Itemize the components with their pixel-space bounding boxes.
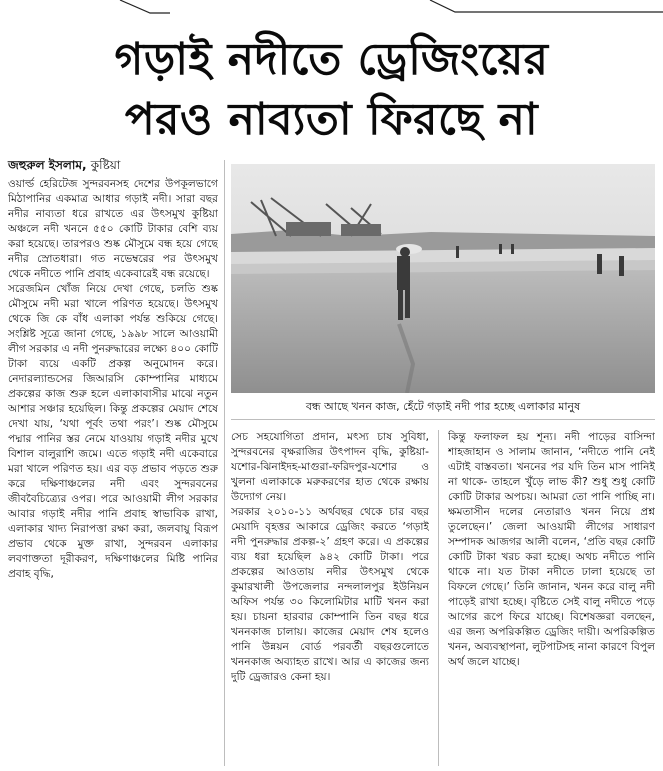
news-photo — [231, 164, 655, 393]
byline-name: জহুরুল ইসলাম, — [8, 158, 87, 172]
page-top-frame — [0, 0, 663, 14]
article-column-1 — [8, 177, 218, 767]
column-divider — [438, 430, 439, 766]
photo-caption: বন্ধ আছে খনন কাজ, হেঁটে গড়াই নদী পার হচ্ছে এলাকার মানুষ — [231, 398, 655, 420]
column-divider — [224, 160, 225, 766]
paragraph: সেচ সহযোগিতা প্রদান, মৎস্য চাষ সুবিধা, সুন্দরবনের বৃক্ষরাজির উৎপাদন বৃদ্ধি, কুষ্টিয়া-যশোর-ঝিনাইদহ-মাগুরা-ফরিদপুর-যশোর ও খুলনা এলাকাকে মরুকরণের হাত থেকে রক্ষায় উদ্যোগ নেয়। — [231, 431, 429, 503]
article-column-2 — [231, 430, 429, 766]
paragraph: সরেজমিন খোঁজ নিয়ে দেখা গেছে, চলতি শুষ্ক মৌসুমে নদী মরা খালে পরিণত হয়েছে। উৎসমুখ থেকে জি কে বাঁধ এলাকা পর্যন্ত শুকিয়ে গেছে। সংশ্লিষ্ট সূত্রে জানা গেছে, ১৯৯৮ সালে আওয়ামী লীগ সরকার এ নদী পুনরুদ্ধারের লক্ষ্যে ৪০০ কোটি টাকা ব্যয়ে একটি প্রকল্প অনুমোদন করে। নেদারল্যান্ডসের জিআরসি কোম্পানির মাধ্যমে প্রকল্পের কাজ শুরু হলে এলাকাবাসীর মাঝে নতুন আশার সঞ্চার হয়েছিল। কিন্তু প্রকল্পের মেয়াদ শেষে দেখা যায়, ‘যথা পূর্বং তথা পরং’। শুষ্ক মৌসুমে পদ্মার পানির স্তর নেমে যাওয়ায় গড়াই নদীর মুখে বিশাল বালুরাশি জমে। এতে গড়াই নদী একেবারে মরা খালে পরিণত হয়। এর বড় প্রভাব পড়তে শুরু করে দক্ষিণাঞ্চলের নদী এবং সুন্দরবনের জীববৈচিত্র্যের ওপর। পরে আওয়ামী লীগ সরকার আবার গড়াই নদীর পানি প্রবাহ স্বাভাবিক রাখা, এলাকার খাদ্য নিরাপত্তা রক্ষা করা, জলবায়ু বিরূপ প্রভাব থেকে মুক্ত রাখা, সুন্দরবন এলাকার লবণাক্ততা দূরীকরণ, দক্ষিণাঞ্চলের মিষ্টি পানির প্রবাহ বৃদ্ধি, — [8, 283, 218, 580]
byline-location: কুষ্টিয়া — [90, 158, 121, 172]
paragraph: কিন্তু ফলাফল হয় শূন্য। নদী পাড়ের বাসিন্দা শাহজাহান ও সালাম জানান, ‘নদীতে পানি নেই এটাই বাস্তবতা। খননের পর যদি তিন মাস পানিই না থাকে- তাহলে খুঁড়ে লাভ কী? শুধু শুধু কোটি কোটি টাকার অপচয়। আমরা তো পানি পাচ্ছি না। ক্ষমতাসীন দলের নেতারাও খনন নিয়ে প্রশ্ন তুলেছেন।’ জেলা আওয়ামী লীগের সাধারণ সম্পাদক আজগর আলী বলেন, ‘প্রতি বছর কোটি কোটি টাকা খরচ করা হচ্ছে। অথচ নদীতে পানি থাকে না। যত টাকা নদীতে ঢালা হয়েছে তা বিফলে গেছে।’ তিনি জানান, খনন করে বালু নদী পাড়েই রাখা হচ্ছে। বৃষ্টিতে সেই বালু নদীতে পড়ে আগের রূপে ফিরে যাচ্ছে। বিশেষজ্ঞরা বলছেন, এর জন্য অপরিকল্পিত ড্রেজিং দায়ী। অপরিকল্পিত খনন, অব্যবস্থাপনা, লুটপাটসহ নানা কারণে বিপুল অর্থ জলে যাচ্ছে। — [448, 431, 655, 668]
paragraph: ওয়ার্ল্ড হেরিটেজ সুন্দরবনসহ দেশের উপকূলভাগে মিঠাপানির একমাত্র আধার গড়াই নদী। সারা বছর নদীর নাব্যতা ধরে রাখতে এর উৎসমুখ কুষ্টিয়া অঞ্চলে নদী খননে ৫৫০ কোটি টাকার বেশি ব্যয় করা হয়েছে। তারপরও শুষ্ক মৌসুমে বন্ধ হয়ে গেছে নদীর স্রোতধারা। গত নভেম্বরের পর উৎসমুখ থেকে নদীতে পানি প্রবাহ একেবারেই বন্ধ রয়েছে। — [8, 178, 218, 280]
headline-line-2: পরও নাব্যতা ফিরছে না — [124, 94, 539, 145]
headline-line-1: গড়াই নদীতে ড্রেজিংয়ের — [114, 34, 549, 85]
paragraph: সরকার ২০১০-১১ অর্থবছর থেকে চার বছর মেয়াদি বৃহত্তর আকারে ড্রেজিং করতে ‘গড়াই নদী পুনরুদ্ধার প্রকল্প-২’ গ্রহণ করে। এ প্রকল্পের ব্যয় ধরা হয়েছিল ৯৪২ কোটি টাকা। পরে প্রকল্পের আওতায় নদীর উৎসমুখ থেকে কুমারখালী উপজেলার নন্দলালপুর ইউনিয়ন অফিস পর্যন্ত ৩০ কিলোমিটার মাটি খনন করা হয়। চায়না হারবার কোম্পানি তিন বছর ধরে খননকাজ চালায়। কাজের মেয়াদ শেষ হলেও পানি উন্নয়ন বোর্ড পরবর্তী বছরগুলোতে খননকাজ অব্যাহত রাখে। আর এ কাজের জন্য দুটি ড্রেজারও কেনা হয়। — [231, 506, 429, 683]
article-column-3 — [448, 430, 655, 766]
byline — [8, 157, 120, 177]
